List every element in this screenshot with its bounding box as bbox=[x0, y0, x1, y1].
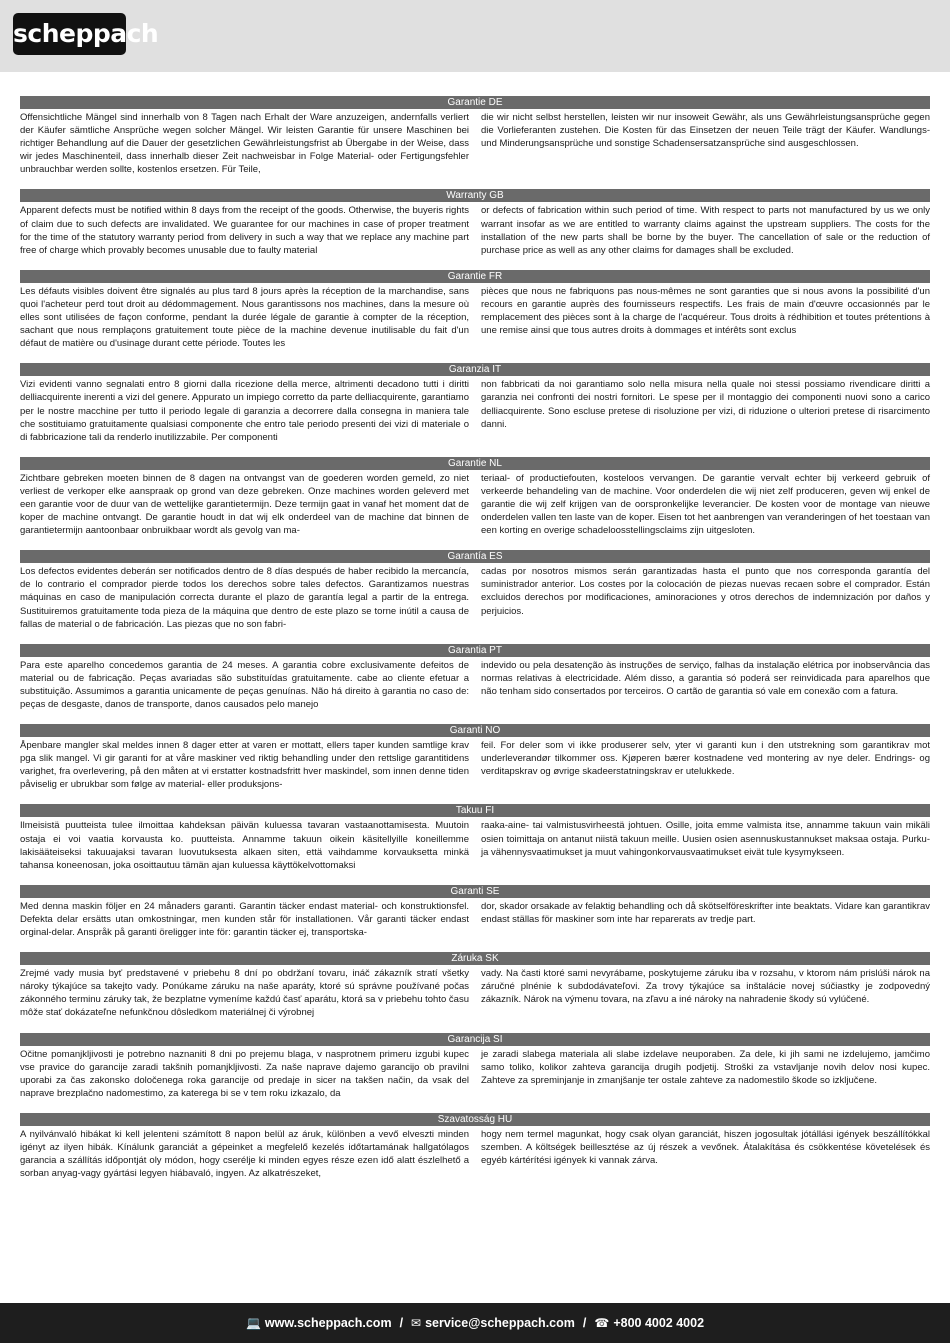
section-text-right: non fabbricati da noi garantiamo solo nella misura nella quale noi stessi possiamo rivendicare diritti a garanzia nei confronti dei nostri fornitori. Le spese per il montaggio dei componenti nuovi sono a carico delliacquirente. Sono escluse pretese di risoluzione per vizi, di riduzione o ulteriori pretese di risarcimento danni. bbox=[481, 379, 930, 430]
section-fi bbox=[20, 804, 930, 871]
section-text-right: teriaal- of productiefouten, kosteloos vervangen. De garantie vervalt echter bij verkeerd gebruik of verkeerde behandeling van de machine. Voor onderdelen die wij niet zelf produceren, geven wij enkel de garantie die wij zelf krijgen van de oorspronkelijke leverancier. De kosten voor de montage van nieuwe onderdelen vallen ten laste van de koper. Eisen tot het aanbrengen van veranderingen of het toestaan van een korting en overige schadeloosstellingsclaims zijn uitgesloten. bbox=[481, 472, 930, 537]
section-no bbox=[20, 724, 930, 791]
section-text-right: cadas por nosotros mismos serán garantizadas hasta el punto que nos corresponda garantía del suministrador anterior. Los costes por la colocación de piezas nuevas recaen sobre el comprador. Están excluidos derechos por modificaciones, aminoraciones y otros derechos de indemnización por daños y perjuicios. bbox=[481, 566, 930, 617]
email-link[interactable]: service@scheppach.com bbox=[425, 1316, 575, 1330]
footer-separator: / bbox=[582, 1316, 587, 1330]
section-text-left: Para este aparelho concedemos garantia de 24 meses. A garantia cobre exclusivamente defeitos de material ou de fabricação. Peças avariadas são substituídas gratuitamente. cabe ao cliente efetuar a substituição. Assumimos a garantia unicamente de peças genuínas. Não há direito à garantia no caso de: peças de desgaste, danos de transporte, danos causados pelo manejo bbox=[20, 659, 469, 710]
section-text-right: indevido ou pela desatenção às instruções de serviço, falhas da instalação elétrica por inobservância das normas relativas à electricidade. Além disso, a garantia só poderá ser reinvidicada para aparelhos que não tenham sido consertados por terceiros. O cartão de garantia só vale em conexão com a fatura. bbox=[481, 659, 930, 697]
warranty-content bbox=[20, 96, 930, 1193]
section-title: Garantía ES bbox=[20, 550, 930, 563]
section-sk bbox=[20, 952, 930, 1019]
page-footer bbox=[0, 1303, 950, 1343]
section-text-right: or defects of fabrication within such period of time. With respect to parts not manufactured by us we only warrant insofar as we are entitled to warranty claims against the upstream suppliers. The costs for the installation of the new parts shall be borne by the buyer. The cancellation of sale or the reduction of purchase price as well as any other claims for damages shall be excluded. bbox=[481, 205, 930, 256]
section-se bbox=[20, 885, 930, 939]
section-text-left: Očitne pomanjkljivosti je potrebno naznaniti 8 dni po prejemu blaga, v nasprotnem primeru izgubi kupec vse pravice do garancije zaradi takšnih pomanjkljivosti. Za naše naprave dajemo garancijo ob pravilni uporabi za čas zakonsko določenega roka garancije od predaje in sicer na takšen način, da vsak del naprave brezplačno nadomestimo, za katerega bi se v tem roku izkazalo, da bbox=[20, 1048, 469, 1099]
section-title: Garantie FR bbox=[20, 270, 930, 283]
section-title: Garancija SI bbox=[20, 1033, 930, 1046]
section-si bbox=[20, 1033, 930, 1100]
section-text-right: raaka-aine- tai valmistusvirheestä johtuen. Osille, joita emme valmista itse, annamme takuun vain mikäli osien toimittaja on antanut niistä takuun meille. Uusien osien asennuskustannukset maksaa ostaja. Purku- ja vähennysvaatimukset ja muut vahingonkorvausvaatimukset eivät tule kysymykseen. bbox=[481, 820, 930, 858]
phone-number[interactable]: +800 4002 4002 bbox=[613, 1316, 705, 1330]
section-gb bbox=[20, 189, 930, 256]
section-text-left: Åpenbare mangler skal meldes innen 8 dager etter at varen er mottatt, ellers taper kunden samtlige krav pga slik mangel. Vi gir garanti for at våre maskiner ved riktig behandling under den rettslige garantitidens varighet, fra overlevering, på den måten at vi erstatter kostnadsfritt hver maskindel, som innen denne tiden påviselig er ubrukbar som følge av material- eller produksjons- bbox=[20, 740, 469, 791]
section-text-right: vady. Na časti ktoré sami nevyrábame, poskytujeme záruku iba v rozsahu, v ktorom nám prislúši nárok na záručné plnénie k subdodávateľovi. Za trovy týkajúce sa inštalácie novej súčiastky je zodpovedný zákazník. Nárok na výmenu tovara, na zľavu a iné nároky na nahradenie škody sú vylúčené. bbox=[481, 968, 930, 1006]
website-link[interactable]: www.scheppach.com bbox=[264, 1316, 392, 1330]
section-title: Garanzia IT bbox=[20, 363, 930, 376]
section-text-right: je zaradi slabega materiala ali slabe izdelave neuporaben. Za dele, ki jih sami ne izdelujemo, jamčimo samo toliko, kolikor zahteva garancija drugih podjetij. Stroški za vstavljanje novih delov nosi kupec. Zahteve za spreminjanje in zmanjšanje ter ostale zahteve za nadomestilo škode so izključene. bbox=[481, 1048, 930, 1086]
section-title: Garantia PT bbox=[20, 644, 930, 657]
section-text-left: Los defectos evidentes deberán ser notificados dentro de 8 días después de haber recibido la mercancía, de lo contrario el comprador pierde todos los derechos sobre tales defectos. Garantizamos nuestras máquinas en caso de manipulación correcta durante el plazo de garantía legal a partir de la entrega. Sustituiremos gratuitamente toda pieza de la máquina que dentro de este plazo se torne inútil a causa de fallas de material o de fabricación. Las piezas que no son fabri- bbox=[20, 566, 469, 630]
section-text-left: Med denna maskin följer en 24 månaders garanti. Garantin täcker endast material- och konstruktionsfel. Defekta delar ersätts utan omkostningar, men kunden står för installationen. Vår garanti täcker endast orginal-delar. Anspråk på garanti öreligger inte för: garantin täcker ej, transportska- bbox=[20, 900, 469, 939]
section-text-right: hogy nem termel magunkat, hogy csak olyan garanciát, hiszen jogosultak jótállási igények beszállítókkal szemben. A költségek beillesztése az új részek a vevőnek. Átalakítása és csökkentése követelések és egyéb kártérítési igények ki vannak zárva. bbox=[481, 1128, 930, 1167]
section-fr bbox=[20, 270, 930, 350]
section-text-right: dor, skador orsakade av felaktig behandling och då skötselföreskrifter inte beaktats. Vidare kan garantikrav endast ställas för maskiner som inte har reparerats av tredje part. bbox=[481, 900, 930, 925]
section-es bbox=[20, 550, 930, 630]
section-title: Garantie DE bbox=[20, 96, 930, 109]
mail-icon: ✉ bbox=[411, 1316, 422, 1330]
section-text-right: die wir nicht selbst herstellen, leisten wir nur insoweit Gewähr, als uns Gewährleistungsansprüche gegen die Vorlieferanten zustehen. Die Kosten für das Einsetzen der neuen Teile trägt der Käufer. Wandlungs- und Minderungsansprüche und sonstige Schadensersatzansprüche sind ausgeschlossen. bbox=[481, 112, 930, 150]
section-pt bbox=[20, 644, 930, 711]
section-text-right: feil. For deler som vi ikke produserer selv, yter vi garanti kun i den utstrekning som garantikrav mot underleverandør tilkommer oss. Kjøperen bærer kostnadene ved montering av nye deler. Endrings- og verditapskrav og øvrige skadeerstatningskrav er utelukkede. bbox=[481, 740, 930, 778]
phone-icon: ☎ bbox=[594, 1316, 610, 1330]
laptop-icon: 💻 bbox=[245, 1316, 261, 1330]
section-text-left: Zichtbare gebreken moeten binnen de 8 dagen na ontvangst van de goederen worden gemeld, zo niet verliest de verkoper elke aanspraak op grond van deze gebreken. Onze machines worden geleverd met een garantie voor de duur van de wettelijke garantietermijn. Deze termijn gaat in vanaf het moment dat de koper de machine ontvangt. De garantie houdt in dat wij elk onderdeel van de machine dat binnen de garantietermijn aantoonbaar onbruikbaar wordt als gevolg van ma- bbox=[20, 472, 469, 537]
section-text-left: Zrejmé vady musia byť predstavené v priebehu 8 dní po obdržaní tovaru, ináč zákazník stratí všetky nároky týkajúce sa takejto vady. Ponúkame záruku na naše aparáty, ktoré sú správne používané počas zákonného terminu záruky tak, že bezplatne vymeníme každú časť aparátu, ktorá sa v priebehu tohto času môže stať dokázateľne nefunkčnou dôsledkom materiálnej či výrobnej bbox=[20, 968, 469, 1019]
section-text-left: Ilmeisistä puutteista tulee ilmoittaa kahdeksan päivän kuluessa tavaran vastaanottamisesta. Muutoin ostaja ei voi vaatia korvausta ko. puutteista. Annamme takuun oikein käsitellyille koneillemme lakisääteiseksi takuuajaksi tavaran luovutuksesta alkaen siten, että vaihdamme korvauksetta minkä tahansa koneenosan, joka osoittautuu tämän ajan kuluessa käyttökelvottomaksi bbox=[20, 820, 469, 871]
section-title: Szavatosság HU bbox=[20, 1113, 930, 1126]
section-text-left: Vizi evidenti vanno segnalati entro 8 giorni dalla ricezione della merce, altrimenti decadono tutti i diritti delliacquirente inerenti a vizi del genere. Appurato un impiego corretto da parte delliacquirente, garantiamo per le nostre macchine per tutto il periodo legale di garanzia a decorrere dalla consegna in maniera tale che sostituiamo gratuitamente qualsiasi componente che entro tale periodo presenti dei vizi di materiale o di fabbricazione tali da renderlo inutilizzabile. Per componenti bbox=[20, 379, 469, 443]
section-title: Záruka SK bbox=[20, 952, 930, 965]
section-title: Garanti NO bbox=[20, 724, 930, 737]
section-text-right: pièces que nous ne fabriquons pas nous-mêmes ne sont garanties que si nous avons la possibilité d'un recours en garantie auprès des fournisseurs respectifs. Les frais de main d'œuvre occasionnés par le remplacement des pièces sont à la charge de l'acquéreur. Tous droits à rédhibition et toutes prétentions à une remise ainsi que tous autres droits à dommages et intérêts sont exclus bbox=[481, 285, 930, 337]
section-de bbox=[20, 96, 930, 176]
section-nl bbox=[20, 457, 930, 537]
section-text-left: Apparent defects must be notified within 8 days from the receipt of the goods. Otherwise, the buyeris rights of claim due to such defects are invalidated. We guarantee for our machines in case of proper treatment for the time of the statutory warranty period from delivery in such a way that we replace any machine part free of charge which provably becomes unusable due to faulty material bbox=[20, 205, 469, 256]
section-title: Takuu FI bbox=[20, 804, 930, 817]
scheppach-logo: scheppach bbox=[13, 13, 126, 55]
page-header bbox=[0, 0, 950, 72]
section-title: Warranty GB bbox=[20, 189, 930, 202]
section-text-left: Offensichtliche Mängel sind innerhalb von 8 Tagen nach Erhalt der Ware anzuzeigen, andernfalls verliert der Käufer sämtliche Ansprüche wegen solcher Mängel. Wir leisten Garantie für unsere Maschinen bei richtiger Behandlung auf die Dauer der gesetzlichen Gewährleistungsfrist ab Übergabe in der Weise, dass wir jedes Maschinenteil, dass innerhalb dieser Zeit nachweisbar in Folge Material- oder Fertigungsfehler unbrauchbar werden sollte, kostenlos ersetzen. Für Teile, bbox=[20, 112, 469, 176]
footer-separator: / bbox=[399, 1316, 404, 1330]
section-title: Garanti SE bbox=[20, 885, 930, 898]
section-text-left: A nyilvánvaló hibákat ki kell jelenteni számított 8 napon belül az áruk, különben a vevő elveszti minden igényt az ilyen hibák. Kínálunk garanciát a gépeinket a megfelelő kezelés időtartamának hallgatólagos garancia a szállítás időpontját oly módon, hogy cserélje ki minden egyes része ezen idő alatt észlelhető a sorban anyag-vagy gyártási legyen hiábavaló, ingyen. Az alkatrészeket, bbox=[20, 1128, 469, 1180]
section-it bbox=[20, 363, 930, 443]
section-hu bbox=[20, 1113, 930, 1180]
section-title: Garantie NL bbox=[20, 457, 930, 470]
section-text-left: Les défauts visibles doivent être signalés au plus tard 8 jours après la réception de la marchandise, sans quoi l'acheteur perd tout droit au dédommagement. Nous garantissons nos machines, dans la mesure où elles sont utilisées de façon conforme, pendant la durée légale de garantie à compter de la réception, sachant que nous remplaçons gratuitement toute pièce de la machine devenue inutilisable du fait d'un défaut de matière ou d'usinage durant cette période. Toutes les bbox=[20, 285, 469, 350]
